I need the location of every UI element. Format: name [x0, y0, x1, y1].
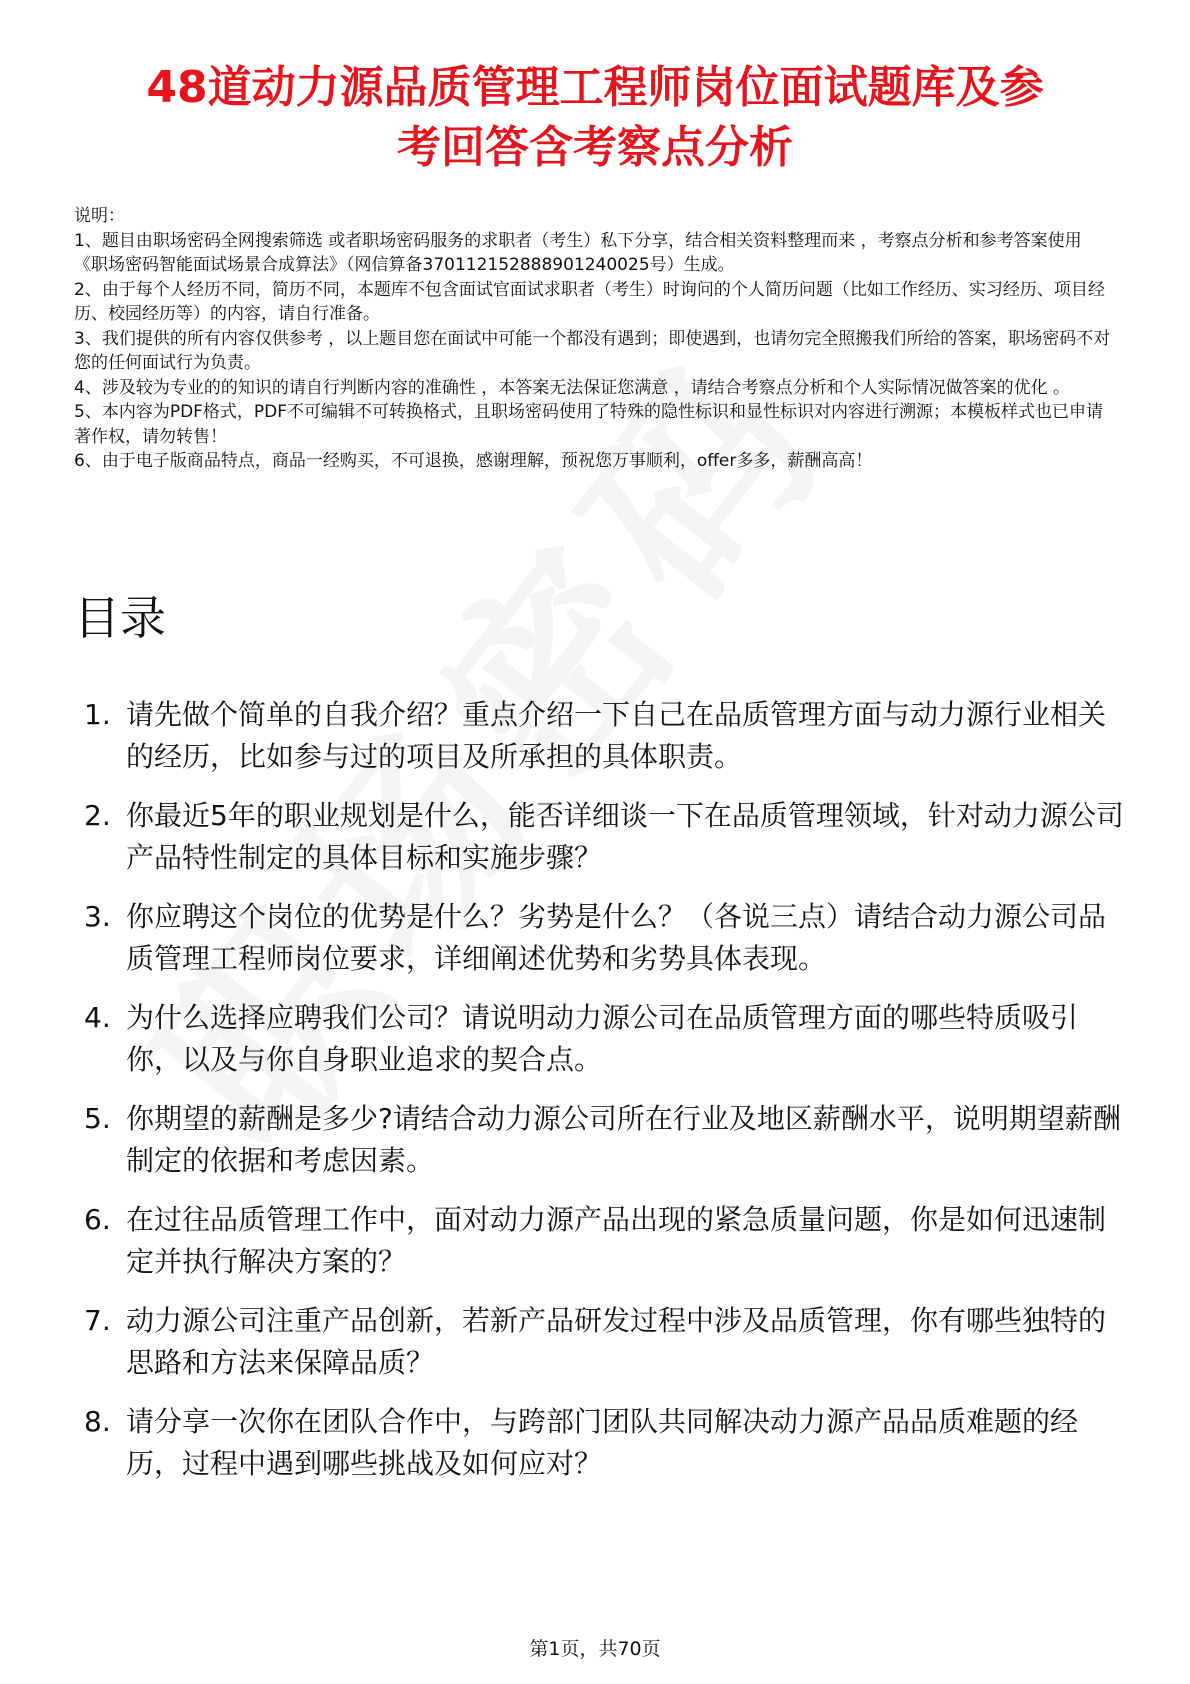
toc-item-5[interactable]: [84, 1098, 1124, 1182]
toc-item-text: 你期望的薪酬是多少?请结合动力源公司所在行业及地区薪酬水平，说明期望薪酬制定的依据和考虑因素。: [126, 1102, 1121, 1177]
note-item-5: 5、本内容为PDF格式，PDF不可编辑不可转换格式，且职场密码使用了特殊的隐性标识和显性标识对内容进行溯源；本模板样式也已申请著作权，请勿转售！: [74, 402, 1104, 447]
toc-item-text: 你最近5年的职业规划是什么，能否详细谈一下在品质管理领域，针对动力源公司产品特性制定的具体目标和实施步骤？: [126, 799, 1124, 874]
note-item-1: 1、题目由职场密码全网搜索筛选 或者职场密码服务的求职者（考生）私下分享，结合相关资料整理而来 ，考察点分析和参考答案使用《职场密码智能面试场景合成算法》（网信算备370112152888901240025号）生成。: [74, 230, 1082, 275]
page-title: [70, 58, 1120, 178]
title-line-1: 48道动力源品质管理工程师岗位面试题库及参: [146, 62, 1044, 113]
toc-item-3[interactable]: [84, 896, 1124, 980]
toc-item-4[interactable]: [84, 997, 1124, 1081]
toc-item-1[interactable]: [84, 694, 1124, 778]
note-item-4: 4、涉及较为专业的的知识的请自行判断内容的准确性 ，本答案无法保证您满意 ，请结合考察点分析和个人实际情况做答案的优化 。: [74, 377, 1071, 398]
note-item-6: 6、由于电子版商品特点，商品一经购买，不可退换，感谢理解，预祝您万事顺利，offer多多，薪酬高高！: [74, 451, 873, 471]
toc-item-number: 7.: [84, 1304, 111, 1337]
note-item-2: 2、由于每个人经历不同，简历不同，本题库不包含面试官面试求职者（考生）时询问的个人简历问题（比如工作经历、实习经历、项目经历、校园经历等）的内容，请自行准备。: [74, 279, 1105, 324]
toc-item-text: 请分享一次你在团队合作中，与跨部门团队共同解决动力源产品品质难题的经历，过程中遇到哪些挑战及如何应对？: [126, 1405, 1079, 1480]
page-number: 第1页，共70页: [529, 1638, 661, 1660]
toc-item-7[interactable]: [84, 1300, 1124, 1384]
toc-list: [84, 694, 1124, 1502]
toc-item-number: 5.: [84, 1102, 111, 1135]
toc-item-number: 6.: [84, 1203, 111, 1236]
note-item-3: 3、我们提供的所有内容仅供参考 ，以上题目您在面试中可能一个都没有遇到；即使遇到，也请勿完全照搬我们所给的答案，职场密码不对您的任何面试行为负责。: [74, 328, 1111, 373]
toc-item-text: 你应聘这个岗位的优势是什么？劣势是什么？（各说三点）请结合动力源公司品质管理工程师岗位要求，详细阐述优势和劣势具体表现。: [126, 900, 1107, 975]
toc-item-number: 3.: [84, 900, 111, 933]
toc-item-text: 请先做个简单的自我介绍？重点介绍一下自己在品质管理方面与动力源行业相关的经历，比如参与过的项目及所承担的具体职责。: [126, 698, 1107, 773]
toc-item-number: 8.: [84, 1405, 111, 1438]
toc-item-text: 在过往品质管理工作中，面对动力源产品出现的紧急质量问题，你是如何迅速制定并执行解决方案的？: [126, 1203, 1107, 1278]
toc-item-2[interactable]: [84, 795, 1124, 879]
toc-item-text: 为什么选择应聘我们公司？请说明动力源公司在品质管理方面的哪些特质吸引你，以及与你自身职业追求的契合点。: [126, 1001, 1079, 1076]
notes-section: [74, 204, 1114, 474]
toc-item-text: 动力源公司注重产品创新，若新产品研发过程中涉及品质管理，你有哪些独特的思路和方法来保障品质？: [126, 1304, 1107, 1379]
toc-heading: 目录: [74, 591, 166, 645]
toc-item-8[interactable]: [84, 1401, 1124, 1485]
toc-item-6[interactable]: [84, 1199, 1124, 1283]
notes-label: 说明：: [74, 206, 125, 226]
toc-item-number: 4.: [84, 1001, 111, 1034]
toc-item-number: 2.: [84, 799, 111, 832]
toc-item-number: 1.: [84, 698, 111, 731]
title-line-2: 考回答含考察点分析: [397, 122, 793, 173]
